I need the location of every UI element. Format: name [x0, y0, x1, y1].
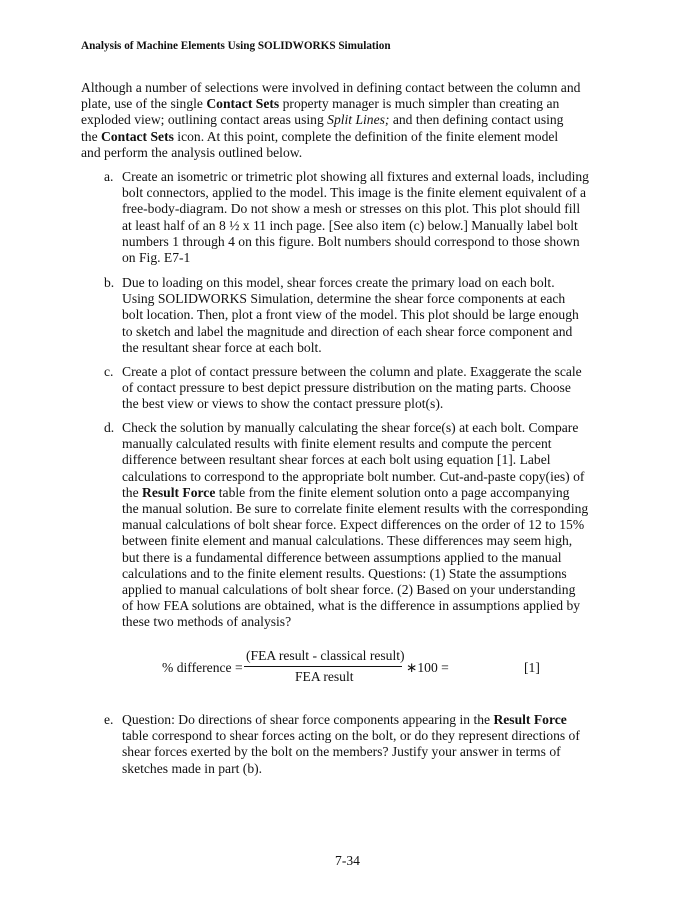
intro-text-3: and then defining contact using the — [81, 112, 564, 144]
intro-paragraph — [81, 80, 581, 161]
equation-lhs: % difference = — [162, 660, 243, 675]
item-letter: a. — [104, 169, 114, 184]
item-e-text-1: Question: Do directions of shear force components appearing in the — [122, 712, 494, 727]
equation-denominator: FEA result — [295, 669, 354, 684]
item-text: Due to loading on this model, shear forces create the primary load on each bolt. Using SOLIDWORKS Simulation, determine the shear force components at each bolt location. Then, plot a front view of the model. This plot should be large enough to sketch and label the magnitude and direction of each shear force component and the resultant shear force at each bolt. — [122, 275, 579, 355]
contact-sets-term-2: Contact Sets — [101, 128, 174, 144]
split-lines-term: Split Lines; — [327, 112, 390, 128]
item-text — [122, 712, 589, 777]
intro-text-4: icon. At this point, complete the definition of the finite element model and perform the analysis outlined below. — [81, 128, 559, 160]
item-letter: d. — [104, 420, 115, 435]
item-text: Create a plot of contact pressure between the column and plate. Exaggerate the scale of contact pressure to best depict pressure distribution on the mating parts. Choose the best view or views to show the contact pressure plot(s). — [122, 364, 582, 412]
intro-text-2: property manager is much simpler than creating an exploded view; outlining contact areas using — [81, 96, 560, 128]
item-d-text-1: Check the solution by manually calculating the shear force(s) at each bolt. Compare manually calculated results with finite element results and compute the percent difference between resultant shear forces at each bolt using equation [1]. Label calculations to correspond to the appropriate bolt number. Cut-and-paste copy(ies) of the — [122, 420, 585, 500]
percent-difference-equation — [162, 648, 552, 692]
item-letter: b. — [104, 275, 115, 290]
fraction-bar — [244, 666, 402, 667]
contact-sets-term-1: Contact Sets — [206, 96, 280, 112]
item-d-text-2: table from the finite element solution onto a page accompanying the manual solution. Be sure to correlate finite element results with the corresponding manual calculations of bolt shear force. Expect differences on the order of 12 to 15% between finite element and manual calculations. These differences may seem high, but there is a fundamental difference between assumptions applied to the manual calculations and to the finite element results. Questions: (1) State the assumptions applied to manual calculations of bolt shear force. (2) Based on your understanding of how FEA solutions are obtained, what is the difference in assumptions applied by these two methods of analysis? — [122, 484, 589, 630]
intro-text-1: Although a number of selections were involved in defining contact between the column and plate, use of the single — [81, 80, 581, 112]
item-letter: e. — [104, 712, 114, 727]
result-force-term: Result Force — [493, 712, 567, 727]
item-e-text-2: table correspond to shear forces acting on the bolt, or do they represent directions of shear forces exerted by the bolt on the members? Justify your answer in terms of sketches made in part (b). — [122, 728, 580, 776]
equation-numerator: (FEA result - classical result) — [246, 648, 405, 663]
equation-rhs: ∗100 = — [406, 660, 449, 675]
result-force-term: Result Force — [142, 484, 216, 500]
item-letter: c. — [104, 364, 114, 379]
item-text — [122, 420, 589, 631]
running-header: Analysis of Machine Elements Using SOLIDWORKS Simulation — [81, 40, 391, 52]
item-text: Create an isometric or trimetric plot showing all fixtures and external loads, including bolt connectors, applied to the model. This image is the finite element equivalent of a free-body-diagram. Do not show a mesh or stresses on this plot. This plot should fill at least half of an 8 ½ x 11 inch page. [See also item (c) below.] Manually label bolt numbers 1 through 4 on this figure. Bolt numbers should correspond to those shown on Fig. E7-1 — [122, 169, 589, 266]
page-number: 7-34 — [335, 853, 360, 868]
equation-number: [1] — [524, 660, 540, 675]
